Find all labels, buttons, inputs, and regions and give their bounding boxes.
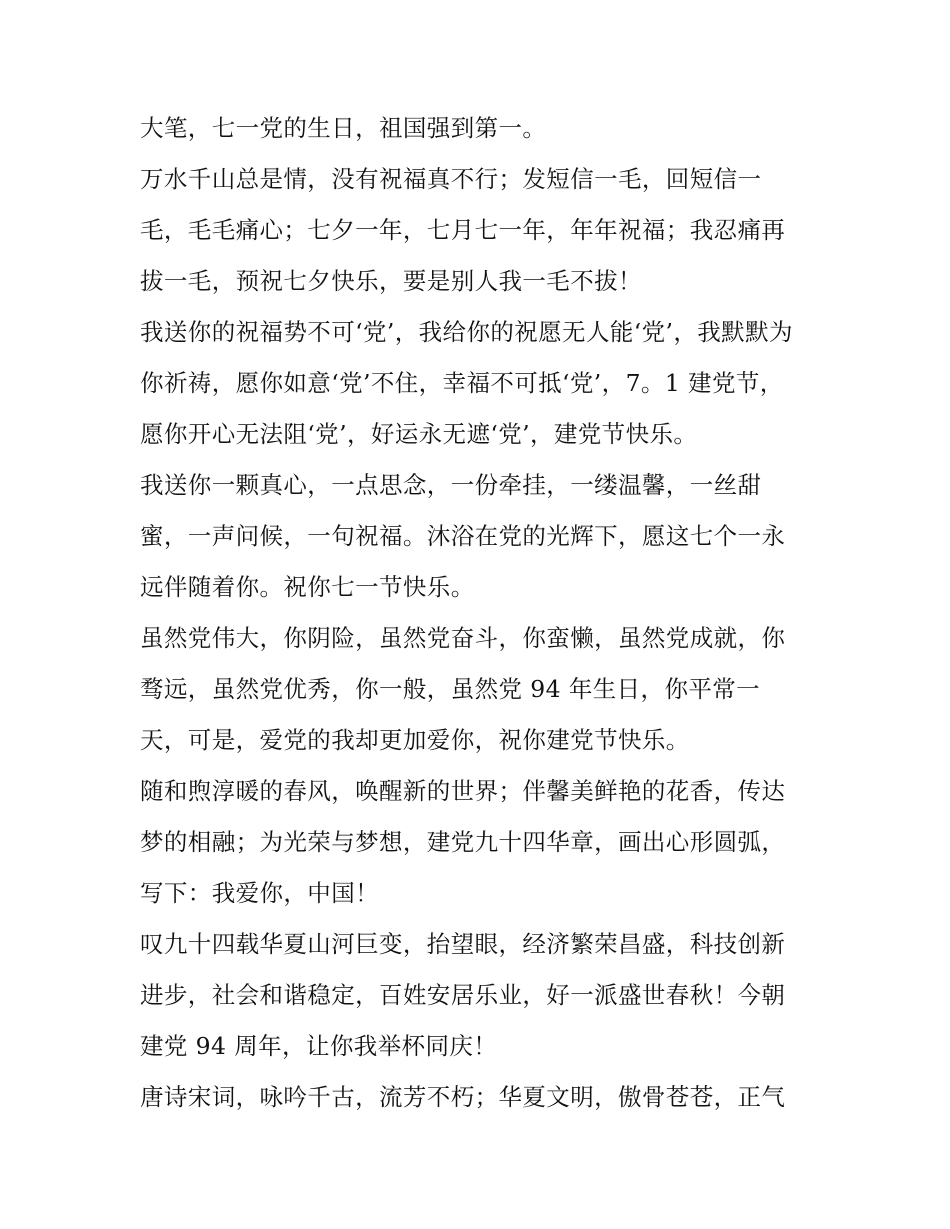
text-line: 远伴随着你。祝你七一节快乐。	[140, 573, 475, 601]
text-line: 大笔，七一党的生日，祖国强到第一。	[140, 114, 547, 142]
text-line: 虽然党伟大，你阴险，虽然党奋斗，你蛮懒，虽然党成就，你	[140, 624, 786, 652]
text-line: 你祈祷，愿你如意‘党’不住，幸福不可抵‘党’，7。1 建党节，	[140, 369, 784, 397]
text-line: 唐诗宋词，咏吟千古，流芳不朽；华夏文明，傲骨苍苍，正气	[140, 1083, 786, 1111]
text-line: 建党 94 周年，让你我举杯同庆！	[140, 1032, 498, 1060]
text-line: 蜜，一声问候，一句祝福。沐浴在党的光辉下，愿这七个一永	[140, 522, 786, 550]
text-line: 进步，社会和谐稳定，百姓安居乐业，好一派盛世春秋！今朝	[140, 981, 786, 1009]
text-line: 愿你开心无法阻‘党’，好运永无遮‘党’，建党节快乐。	[140, 420, 698, 448]
text-line: 我送你的祝福势不可‘党’，我给你的祝愿无人能‘党’，我默默为	[140, 318, 793, 346]
text-line: 随和煦淳暖的春风，唤醒新的世界；伴馨美鲜艳的花香，传达	[140, 777, 786, 805]
text-line: 万水千山总是情，没有祝福真不行；发短信一毛，回短信一	[140, 165, 762, 193]
text-line: 毛，毛毛痛心；七夕一年，七月七一年，年年祝福；我忍痛再	[140, 216, 786, 244]
text-line: 写下：我爱你，中国！	[140, 879, 379, 907]
text-line: 我送你一颗真心，一点思念，一份牵挂，一缕温馨，一丝甜	[140, 471, 762, 499]
text-line: 骛远，虽然党优秀，你一般，虽然党 94 年生日，你平常一	[140, 675, 761, 703]
text-line: 天，可是，爱党的我却更加爱你，祝你建党节快乐。	[140, 726, 690, 754]
text-line: 叹九十四载华夏山河巨变，抬望眼，经济繁荣昌盛，科技创新	[140, 930, 786, 958]
text-line: 拔一毛，预祝七夕快乐，要是别人我一毛不拔！	[140, 267, 642, 295]
text-line: 梦的相融；为光荣与梦想，建党九十四华章，画出心形圆弧，	[140, 828, 786, 856]
